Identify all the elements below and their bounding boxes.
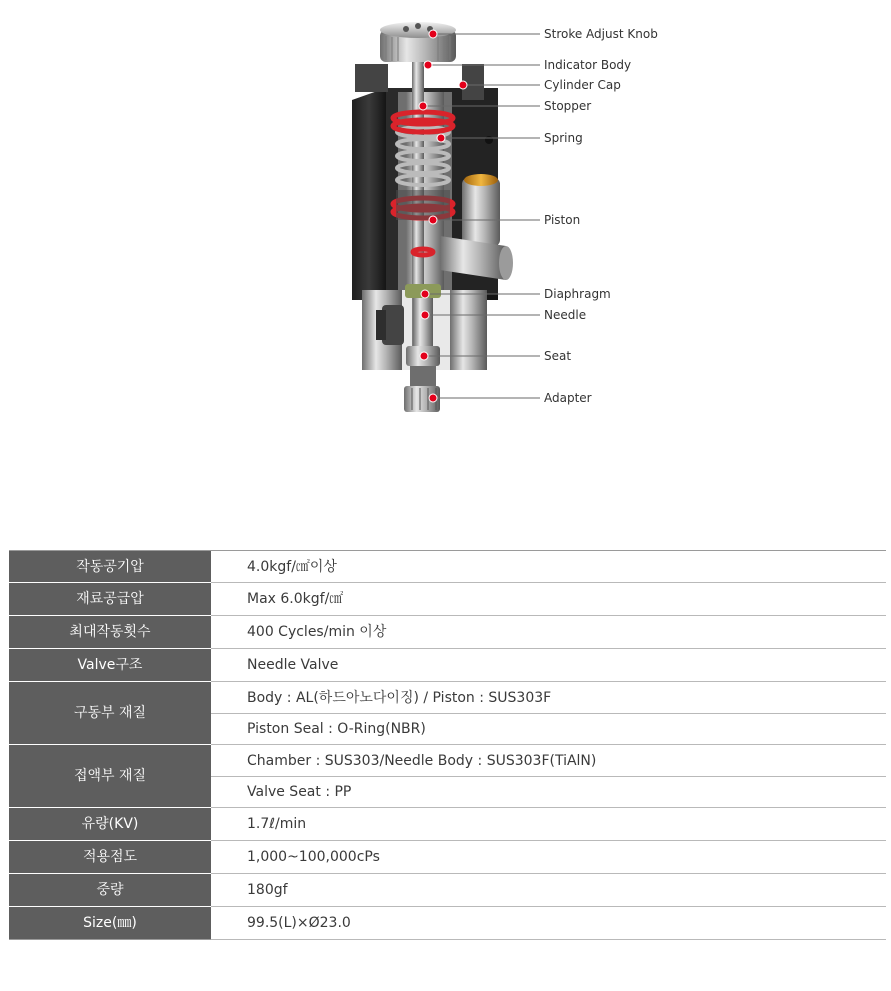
row-value: 180gf [211, 874, 886, 907]
table-row [9, 841, 886, 874]
table-row [9, 682, 886, 714]
row-value: 400 Cycles/min 이상 [211, 616, 886, 649]
row-label: 최대작동횟수 [9, 616, 211, 649]
row-label: 유량(KV) [9, 808, 211, 841]
row-label: 구동부 재질 [9, 682, 211, 745]
callout-spring: Spring [544, 131, 583, 145]
table-row [9, 874, 886, 907]
table-row [9, 616, 886, 649]
callout-adapter: Adapter [544, 391, 592, 405]
callout-diaphragm: Diaphragm [544, 287, 611, 301]
row-label: 재료공급압 [9, 583, 211, 616]
row-label: 접액부 재질 [9, 745, 211, 808]
spec-table [9, 550, 886, 940]
row-value: 4.0kgf/㎠이상 [211, 551, 886, 583]
needle [413, 298, 433, 348]
valve-cutaway-diagram [0, 0, 891, 440]
row-label: 작동공기압 [9, 551, 211, 583]
row-label: 적용점도 [9, 841, 211, 874]
callout-indicator-body: Indicator Body [544, 58, 632, 72]
adapter [404, 366, 440, 412]
piston [396, 190, 450, 220]
row-label: 중량 [9, 874, 211, 907]
row-label: Size(㎜) [9, 907, 211, 940]
valve-cutaway-illustration [0, 0, 891, 440]
table-row [9, 745, 886, 777]
row-value: Piston Seal : O-Ring(NBR) [211, 714, 886, 745]
callout-seat: Seat [544, 349, 572, 363]
table-row [9, 551, 886, 583]
callout-piston: Piston [544, 213, 581, 227]
table-row [9, 907, 886, 940]
row-label: Valve구조 [9, 649, 211, 682]
callout-cylinder-cap: Cylinder Cap [544, 78, 621, 92]
row-value: Needle Valve [211, 649, 886, 682]
row-value: 1,000~100,000cPs [211, 841, 886, 874]
callout-stopper: Stopper [544, 99, 592, 113]
row-value: Chamber : SUS303/Needle Body : SUS303F(TiAlN) [211, 745, 886, 777]
row-value: 99.5(L)×Ø23.0 [211, 907, 886, 940]
row-value: Valve Seat : PP [211, 777, 886, 808]
table-row [9, 808, 886, 841]
row-value: 1.7ℓ/min [211, 808, 886, 841]
table-row [9, 649, 886, 682]
callout-stroke-adjust-knob: Stroke Adjust Knob [544, 27, 658, 41]
stroke-adjust-knob [380, 22, 456, 62]
callout-needle: Needle [544, 308, 587, 322]
row-value: Max 6.0kgf/㎠ [211, 583, 886, 616]
row-value: Body : AL(하드아노다이징) / Piston : SUS303F [211, 682, 886, 714]
table-row [9, 583, 886, 616]
